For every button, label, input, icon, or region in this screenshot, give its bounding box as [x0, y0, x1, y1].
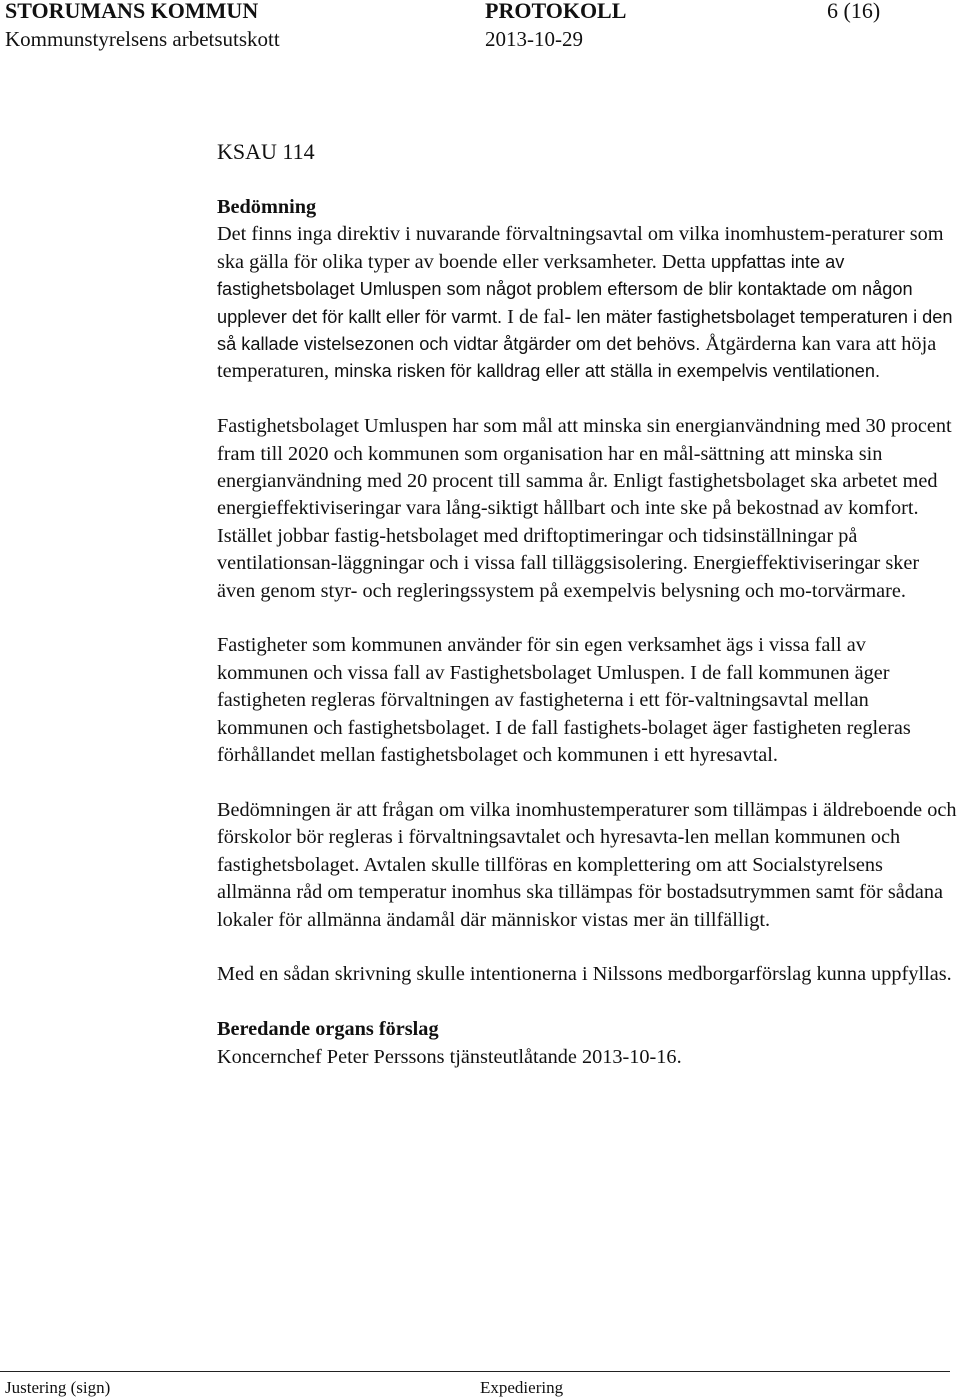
paragraph-1	[217, 221, 957, 385]
paragraph-1-part-a: Det finns inga direktiv i nuvarande förvaltningsavtal om vilka inomhustem-peraturer som ska gälla för olika typer av boende eller verksamheter. Detta	[217, 223, 944, 273]
document-type: PROTOKOLL	[485, 0, 627, 23]
section-reference: KSAU 114	[217, 139, 315, 164]
paragraph-4: Bedömningen är att frågan om vilka inomhustemperaturer som tillämpas i äldreboende och förskolor bör regleras i förvaltningsavtalet och hyresavta-len mellan kommunen och fastighetsbolaget. Avtalen skulle tillföras en komplettering om att Socialstyrelsens allmänna råd om temperatur inomhus ska tillämpas för bostadsutrymmen samt för sådana lokaler för allmänna ändamål där människor vistas mer än tillfälligt.	[217, 798, 957, 931]
page-number: 6 (16)	[827, 0, 881, 23]
paragraph-1-part-d: len mäter fastighetsbolaget temperaturen i den så kallade vistelsezonen och vidtar åtgärder om det behövs.	[217, 306, 953, 355]
page-subheader	[5, 26, 942, 52]
footer-divider	[0, 1371, 950, 1372]
assessment-heading: Bedömning	[217, 196, 317, 218]
document-body	[217, 194, 957, 1071]
paragraph-1-part-f: minska risken för kalldrag eller att ställa in exempelvis ventilationen.	[334, 361, 881, 382]
organization-name: STORUMANS KOMMUN	[5, 0, 259, 23]
proposal-heading: Beredande organs förslag	[217, 1018, 439, 1041]
page-header	[5, 0, 942, 24]
paragraph-1-part-b: uppfattas inte av fastighetsbolaget Umluspen som något problem eftersom de blir kontaktade om någon upplever det för kallt eller för varmt.	[217, 251, 913, 327]
paragraph-1-part-c: I de fal-	[502, 305, 572, 328]
committee-name: Kommunstyrelsens arbetsutskott	[5, 27, 280, 51]
dispatch-label: Expediering	[480, 1378, 564, 1397]
paragraph-5: Med en sådan skrivning skulle intentionerna i Nilssons medborgarförslag kunna uppfyllas.	[217, 963, 952, 986]
paragraph-3: Fastigheter som kommunen använder för sin egen verksamhet ägs i vissa fall av kommunen och vissa fall av Fastighetsbolaget Umluspen. I de fall kommunen äger fastigheten regleras förvaltningen av fastigheterna i ett för-valtningsavtal mellan kommunen och fastighetsbolaget. I de fall fastighets-bolaget äger fastigheten regleras förhållandet mellan fastighetsbolaget och kommunen i ett hyresavtal.	[217, 634, 911, 767]
paragraph-6: Koncernchef Peter Perssons tjänsteutlåtande 2013-10-16.	[217, 1045, 682, 1068]
paragraph-1-part-e: Åtgärderna kan vara att höja temperaturen,	[217, 333, 937, 383]
meeting-date: 2013-10-29	[485, 27, 583, 51]
signature-label: Justering (sign)	[5, 1378, 111, 1397]
paragraph-2: Fastighetsbolaget Umluspen har som mål att minska sin energianvändning med 30 procent fram till 2020 och kommunen som organisation har en mål-sättning att minska sin energianvändning med 20 procent till samma år. Enligt fastighetsbolaget ska arbetet med energieffektiviseringar vara lång-siktigt hållbart och inte ske på bekostnad av komfort. Istället jobbar fastig-hetsbolaget med driftoptimeringar och tidsinställningar på ventilationsan-läggningar och i vissa fall tilläggsisolering. Energieffektiviseringar sker även genom styr- och regleringssystem på exempelvis belysning och mo-torvärmare.	[217, 415, 952, 602]
